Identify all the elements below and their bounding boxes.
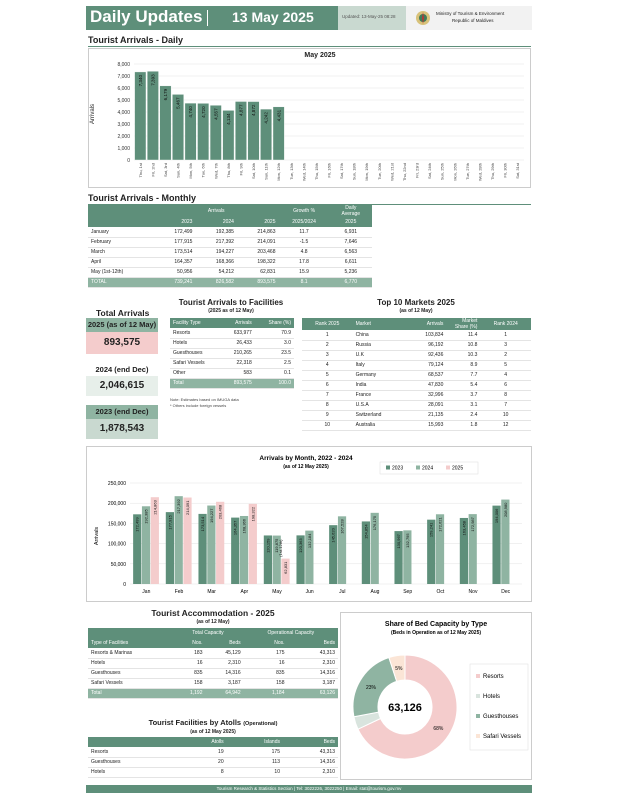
legend-swatch-2024 (416, 466, 420, 470)
footer-bar: Tourism Research & Statistics Section | Tel: 3022226, 3022250 | Email: stat@tourism.gov.mv (86, 785, 532, 793)
facilities-title: Tourist Arrivals to Facilities (178, 298, 284, 307)
monthly-bar-label: 164,357 (232, 520, 238, 536)
monthly-ytick-label: 100,000 (107, 541, 126, 548)
facility-row: Hotels 26,433 3.0 (170, 338, 294, 348)
daily-xtick-label: Thu, 15th (313, 163, 319, 180)
markets-title: Top 10 Markets 2025 (377, 298, 455, 307)
daily-bar-label: 6,179 (163, 88, 169, 101)
daily-arrivals-chart (88, 48, 531, 188)
daily-bar-label: 4,720 (200, 106, 206, 118)
monthly-bar-label: 62,831 (283, 561, 288, 574)
daily-ytick-label: 5,000 (117, 98, 130, 104)
daily-xtick-label: Mon, 19th (364, 163, 370, 181)
monthly-chart-subtitle: (as of 12 May 2025) (283, 464, 329, 470)
monthly-xtick-label: Jun (305, 589, 314, 595)
daily-bar-label: 7,393 (150, 74, 156, 86)
monthly-xtick-label: Aug (370, 589, 380, 595)
atolls-subtitle: (as of 12 May 2025) (190, 729, 236, 735)
daily-bar-label: 4,877 (238, 104, 244, 116)
monthly-ytick-label: 200,000 (107, 501, 126, 508)
facilities-note: Note: Estimates based on IMUGA data (170, 397, 239, 402)
accommodation-row: Guesthouses 835 14,316 835 14,316 (88, 668, 338, 678)
monthly-xtick-label: Jul (339, 589, 346, 595)
daily-xtick-label: Thu, 1st (137, 163, 143, 178)
monthly-row: May (1st-12th) 50,956 54,212 62,831 15.9 5,236 (88, 267, 372, 277)
daily-xtick-label: Mon, 5th (188, 163, 194, 179)
monthly-section-title: Tourist Arrivals - Monthly (88, 193, 197, 203)
market-row: 4 Italy 79,124 8.9 5 (302, 360, 531, 370)
updated-stamp: Updated: 13-May-25 08:28 (338, 6, 406, 30)
monthly-bar-label: 173,514 (200, 516, 206, 532)
daily-section-title: Tourist Arrivals - Daily (88, 35, 184, 45)
daily-chart-title: May 2025 (304, 52, 336, 59)
daily-xtick-label: Sun, 25th (439, 163, 445, 181)
monthly-bar-label: 120,363 (298, 538, 304, 553)
monthly-ytick-label: 0 (123, 582, 126, 588)
pie-slice-label: 5% (395, 665, 403, 672)
atoll-row: Guesthouses 20 113 14,316 (88, 757, 338, 767)
legend-swatch-2023 (386, 466, 390, 470)
markets-table: Rank 2025 Market Arrivals Market Share (%) Rank 2024 1 China 103,834 11.4 1 2 Russia 96,192 10.8 3 3 U.K 92,436 10.3 2 4 Italy 79,124 8.9 5 5 Germany 68,537 7.7 4 6 India 47,830 5.4 6 7 France 32,996 3.7 8 8 U.S.A 28,091 3.1 7 9 Switzerland 21,135 2.4 10 10 Australia 15,993 1.8 12 (302, 318, 531, 431)
daily-xtick-label: Wed, 14th (301, 163, 307, 182)
pie-title: Share of Bed Capacity by Type (384, 621, 488, 628)
pie-legend-swatch (476, 674, 480, 678)
monthly-bar-label: 176,175 (372, 515, 378, 531)
monthly-chart-title: Arrivals by Month, 2022 - 2024 (259, 455, 353, 462)
daily-xtick-label: Fri, 23rd (414, 163, 420, 178)
monthly-ytick-label: 150,000 (107, 521, 126, 528)
ministry-emblem-icon (414, 9, 432, 27)
monthly-bar-label: 172,987 (470, 517, 476, 532)
daily-xtick-label: Thu, 8th (225, 163, 231, 178)
daily-xtick-label: Sat, 17th (339, 162, 345, 180)
daily-ytick-label: 6,000 (117, 86, 130, 92)
pie-legend-swatch (476, 714, 480, 718)
legend-label-2025: 2025 (452, 465, 464, 472)
monthly-bar-label: 172,499 (134, 517, 140, 532)
daily-xtick-label: Fri, 9th (238, 163, 244, 176)
daily-xtick-label: Wed, 28th (477, 163, 483, 182)
pie-legend (470, 664, 528, 750)
facilities-table: Facility Type Arrivals Share (%) Resorts 633,977 70.9 Hotels 26,433 3.0 Guesthouses 210,265 23.5 Safari Vessels 22,318 2.5 Other 583 0.1 Total 893,575 100.0 (170, 318, 294, 389)
market-row: 8 U.S.A 28,091 3.1 7 (302, 400, 531, 410)
daily-bar-label: 4,134 (225, 113, 231, 125)
monthly-bar-label: 214,091 (185, 500, 190, 515)
monthly-row: March 173,514 194,227 203,468 4.8 6,563 (88, 247, 372, 257)
accommodation-row: Safari Vessels 158 3,187 158 3,187 (88, 678, 338, 688)
monthly-bar-label: 194,227 (208, 508, 214, 524)
daily-bar-label: 4,557 (213, 108, 219, 120)
daily-ytick-label: 2,000 (117, 134, 130, 140)
daily-xtick-label: Sat, 3rd (162, 163, 168, 178)
daily-xtick-label: Tue, 20th (376, 163, 382, 180)
monthly-bar-label: 130,967 (396, 534, 402, 549)
pie-legend-label: Guesthouses (483, 714, 519, 720)
accommodation-total-row: Total 1,192 64,942 1,184 63,126 (88, 688, 338, 698)
total-2024-value: 2,046,615 (86, 376, 158, 396)
markets-subtitle: (as of 12 May) (399, 308, 433, 314)
bed-share-chart (340, 612, 532, 780)
daily-xtick-label: Mon, 12th (276, 163, 282, 181)
market-row: 10 Australia 15,993 1.8 12 (302, 420, 531, 430)
monthly-ytick-label: 250,000 (107, 481, 126, 487)
daily-xtick-label: Thu, 22nd (401, 163, 407, 182)
monthly-total-row: TOTAL 739,241 826,582 893,575 8.1 6,770 (88, 277, 372, 287)
accommodation-subtitle: (as of 12 May) (196, 619, 230, 625)
daily-xtick-label: Sat, 10th (251, 163, 257, 180)
monthly-bar-label: 177,915 (167, 515, 173, 530)
atoll-row: Resorts 19 175 43,313 (88, 747, 338, 757)
monthly-xtick-label: Oct (436, 589, 445, 595)
total-arrivals-title: Total Arrivals (96, 308, 150, 318)
daily-xtick-label: Sat, 31st (515, 163, 521, 179)
market-row: 6 India 47,830 5.4 6 (302, 380, 531, 390)
pie-legend-swatch (476, 734, 480, 738)
daily-xtick-label: Tue, 13th (288, 163, 294, 180)
monthly-bar-label: 132,795 (404, 533, 410, 548)
facility-row: Resorts 633,977 70.9 (170, 328, 294, 338)
daily-xtick-label: Fri, 30th (502, 163, 508, 178)
market-row: 5 Germany 68,537 7.7 4 (302, 370, 531, 380)
daily-ytick-label: 4,000 (117, 110, 130, 116)
monthly-xtick-label: Mar (207, 589, 216, 595)
legend-label-2023: 2023 (392, 465, 404, 472)
arrivals-group-header: Arrivals (154, 205, 279, 217)
daily-ytick-label: 7,000 (117, 74, 130, 80)
daily-bar-label: 4,740 (188, 106, 194, 118)
facility-row: Other 583 0.1 (170, 368, 294, 378)
market-row: 2 Russia 96,192 10.8 3 (302, 340, 531, 350)
monthly-partial-note: (1st-12th) (278, 539, 283, 557)
daily-xtick-label: Fri, 2nd (150, 163, 156, 177)
monthly-bar-label: 120,159 (265, 538, 271, 553)
pie-legend-swatch (476, 694, 480, 698)
atolls-table: Atolls Islands Beds Resorts 19 175 43,313 Guesthouses 20 113 14,316 Hotels 8 10 2,310 (88, 737, 338, 778)
legend-swatch-2025 (446, 466, 450, 470)
daily-ytick-label: 0 (127, 158, 130, 164)
daily-bar-label: 4,431 (276, 109, 282, 122)
monthly-bar-label: 159,241 (428, 522, 434, 538)
total-2023-value: 1,878,543 (86, 419, 158, 439)
ministry-block (406, 6, 532, 30)
monthly-bar-label: 145,620 (330, 528, 336, 543)
monthly-ytick-label: 50,000 (110, 561, 126, 568)
daily-xtick-label: Sun, 11th (263, 163, 269, 180)
monthly-comparison-chart (86, 446, 532, 602)
monthly-bar-label: 119,875 (274, 538, 280, 553)
facility-row: Safari Vessels 22,318 2.5 (170, 358, 294, 368)
monthly-bar-label: 167,528 (339, 519, 345, 534)
daily-xtick-label: Tue, 6th (200, 163, 206, 178)
pie-legend-label: Hotels (483, 694, 501, 700)
facilities-subtitle: (2025 as of 12 May) (208, 308, 254, 314)
daily-ytick-label: 3,000 (117, 122, 130, 128)
monthly-bar-label: 203,468 (217, 504, 223, 520)
daily-ytick-label: 1,000 (117, 146, 130, 152)
daily-xtick-label: Wed, 7th (213, 163, 219, 179)
monthly-bar-label: 132,184 (306, 533, 312, 549)
monthly-xtick-label: Dec (501, 589, 511, 595)
monthly-xtick-label: Sep (403, 589, 413, 595)
monthly-bar-label: 217,392 (176, 499, 182, 514)
daily-xtick-label: Sun, 4th (175, 163, 181, 178)
accommodation-row: Hotels 16 2,310 16 2,310 (88, 658, 338, 668)
daily-underline (88, 46, 531, 47)
daily-ylabel: Arrivals (90, 103, 96, 124)
monthly-table: Arrivals Growth % Daily Average 2023 2024 2025 2025/2024 2025 January 172,499 192,385 214,863 11.7 6,931 February 177,915 217,392 214,091 -1.5 7,646 March 173,514 194,227 203,468 4.8 6,563 April 164,357 168,366 198,322 17.8 6,611 May (1st-12th) 50,956 54,212 62,831 15.9 5,236 TOTAL 739,241 826,582 893,575 8.1 6,770 (88, 205, 372, 288)
monthly-row: April 164,357 168,366 198,322 17.8 6,611 (88, 257, 372, 267)
facilities-note-others: * Others include foreign vessels (170, 403, 227, 408)
facility-row: Guesthouses 210,265 23.5 (170, 348, 294, 358)
daily-bar-label: 4,242 (263, 112, 269, 124)
total-2025-label: 2025 (as of 12 May) (86, 318, 158, 332)
pie-subtitle: (Beds in Operation as of 12 May 2025) (390, 630, 482, 636)
atoll-row: Hotels 8 10 2,310 (88, 767, 338, 777)
monthly-legend (380, 462, 478, 474)
monthly-xtick-label: May (272, 589, 282, 595)
monthly-xtick-label: Jan (142, 589, 151, 595)
monthly-xtick-label: Nov (468, 589, 478, 595)
pie-slice-label: 23% (365, 684, 377, 691)
monthly-ylabel: Arrivals (94, 526, 100, 546)
daily-ytick-label: 8,000 (117, 62, 130, 68)
header-divider (207, 10, 208, 26)
monthly-bar-label: 192,385 (143, 509, 149, 524)
daily-avg-header: Daily Average (330, 205, 372, 217)
market-row: 1 China 103,834 11.4 1 (302, 330, 531, 340)
daily-bar-label: 4,872 (251, 104, 257, 117)
accommodation-row: Resorts & Marinas 183 45,129 175 43,313 (88, 648, 338, 658)
monthly-bar-label: 154,854 (363, 524, 369, 539)
daily-xtick-label: Fri, 16th (326, 163, 332, 178)
market-row: 3 U.K 92,436 10.3 2 (302, 350, 531, 360)
monthly-bar-label: 198,322 (250, 506, 256, 522)
monthly-bar-label: 194,006 (494, 508, 500, 524)
facilities-total-row: Total 893,575 100.0 (170, 378, 294, 388)
daily-xtick-label: Sat, 24th (427, 163, 433, 180)
pie-legend-label: Resorts (483, 674, 504, 680)
monthly-xtick-label: Apr (240, 589, 249, 595)
monthly-row: January 172,499 192,385 214,863 11.7 6,931 (88, 227, 372, 237)
legend-label-2024: 2024 (422, 465, 434, 472)
monthly-row: February 177,915 217,392 214,091 -1.5 7,646 (88, 237, 372, 247)
daily-xtick-label: Thu, 29th (490, 163, 496, 180)
market-row: 9 Switzerland 21,135 2.4 10 (302, 410, 531, 420)
pie-center-value: 63,126 (388, 702, 422, 714)
monthly-bar-label: 214,863 (152, 500, 158, 515)
growth-header: Growth % (278, 205, 329, 217)
daily-bar-label: 7,340 (137, 74, 143, 87)
daily-xtick-label: Mon, 26th (452, 163, 458, 181)
page-date: 13 May 2025 (232, 9, 314, 25)
daily-xtick-label: Wed, 21st (389, 163, 395, 181)
monthly-bar-label: 172,621 (437, 517, 443, 532)
total-2023-label: 2023 (end Dec) (86, 405, 158, 419)
monthly-xtick-label: Feb (174, 589, 184, 595)
accommodation-title: Tourist Accommodation - 2025 (151, 608, 275, 618)
daily-xtick-label: Sun, 18th (351, 163, 357, 181)
ministry-country: Republic of Maldives (452, 18, 494, 23)
accommodation-table: Total Capacity Operational Capacity Type of Facilities Nos. Beds Nos. Beds Resorts & Marinas 183 45,129 175 43,313 Hotels 16 2,310 16 2,310 Guesthouses 835 14,316 835 14,316 Safari Vessels 158 3,187 158 3,187 Total 1,192 64,942 1,184 63,126 (88, 628, 338, 699)
total-2024-label: 2024 (end Dec) (95, 365, 149, 374)
ministry-name: Ministry of Tourism & Environment (436, 11, 505, 16)
page-title: Daily Updates (90, 7, 203, 26)
pie-slice-label: 68% (433, 726, 444, 733)
atolls-title: Tourist Facilities by Atolls (Operational) (148, 718, 278, 727)
monthly-bar-label: 168,366 (241, 518, 247, 534)
monthly-bar-label: 208,980 (502, 502, 508, 518)
daily-xtick-label: Tue, 27th (464, 163, 470, 180)
total-2025-value: 893,575 (86, 332, 158, 354)
market-row: 7 France 32,996 3.7 8 (302, 390, 531, 400)
monthly-bar-label: 163,458 (461, 520, 467, 536)
pie-legend-label: Safari Vessels (483, 734, 522, 740)
daily-bar-label: 5,467 (175, 97, 181, 109)
